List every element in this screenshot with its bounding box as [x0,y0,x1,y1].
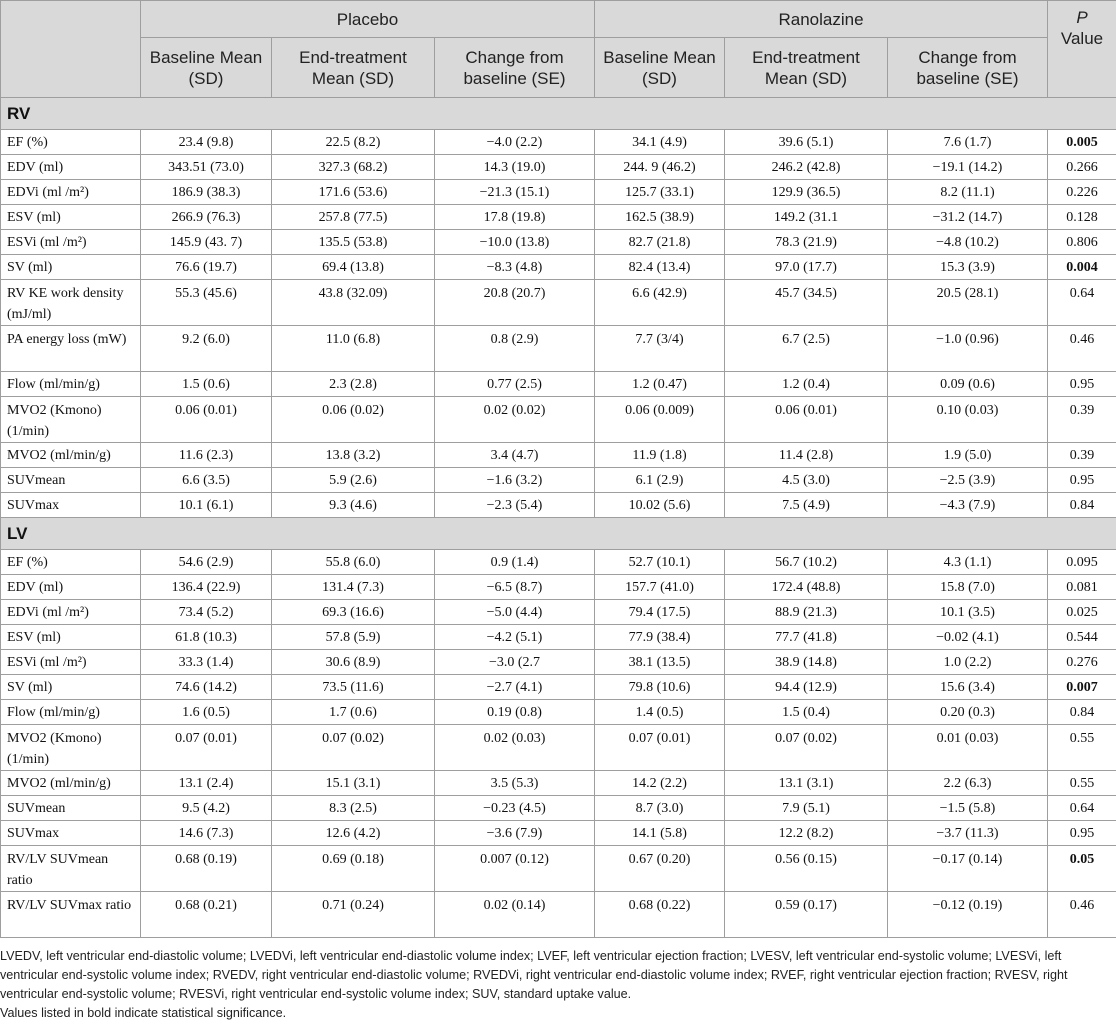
row-label: ESVi (ml /m²) [1,650,141,675]
p-value-cell: 0.226 [1048,180,1116,205]
placebo-baseline-cell: 1.6 (0.5) [141,700,272,725]
placebo-change-cell: −10.0 (13.8) [435,230,595,255]
ranolazine-baseline-cell: 82.4 (13.4) [595,255,725,280]
ranolazine-end-treatment-cell: 1.2 (0.4) [725,372,888,397]
placebo-baseline-cell: 343.51 (73.0) [141,155,272,180]
placebo-change-cell: −1.6 (3.2) [435,468,595,493]
ranolazine-baseline-cell: 79.8 (10.6) [595,675,725,700]
ranolazine-change-cell: 0.10 (0.03) [888,397,1048,443]
placebo-baseline-cell: 1.5 (0.6) [141,372,272,397]
ranolazine-change-cell: −1.0 (0.96) [888,326,1048,372]
ranolazine-baseline-cell: 6.1 (2.9) [595,468,725,493]
p-value-cell: 0.55 [1048,725,1116,771]
ranolazine-end-treatment-cell: 1.5 (0.4) [725,700,888,725]
placebo-change-cell: −21.3 (15.1) [435,180,595,205]
ranolazine-change-cell: 2.2 (6.3) [888,771,1048,796]
placebo-end-treatment-cell: 257.8 (77.5) [272,205,435,230]
p-value-cell: 0.64 [1048,280,1116,326]
row-label: MVO2 (Kmono) (1/min) [1,397,141,443]
p-value-header-italic: P [1076,8,1088,27]
p-value-cell: 0.95 [1048,372,1116,397]
ranolazine-baseline-cell: 0.67 (0.20) [595,846,725,892]
placebo-baseline-cell: 0.06 (0.01) [141,397,272,443]
placebo-baseline-cell: 266.9 (76.3) [141,205,272,230]
p-value-cell: 0.95 [1048,821,1116,846]
ranolazine-baseline-cell: 34.1 (4.9) [595,130,725,155]
placebo-baseline-cell: 14.6 (7.3) [141,821,272,846]
table-row [1,493,1116,518]
table-row [1,255,1116,280]
placebo-baseline-cell: 11.6 (2.3) [141,443,272,468]
row-label: ESV (ml) [1,625,141,650]
ranolazine-end-treatment-cell: 77.7 (41.8) [725,625,888,650]
table-row [1,205,1116,230]
p-value-cell: 0.55 [1048,771,1116,796]
p-value-cell: 0.005 [1048,130,1116,155]
placebo-end-treatment-header: End-treatment Mean (SD) [272,38,435,98]
ranolazine-change-cell: −31.2 (14.7) [888,205,1048,230]
ranolazine-change-cell: −2.5 (3.9) [888,468,1048,493]
table-row [1,625,1116,650]
p-value-header-rest: Value [1060,29,1104,48]
p-value-cell: 0.128 [1048,205,1116,230]
ranolazine-end-treatment-cell: 45.7 (34.5) [725,280,888,326]
ranolazine-end-treatment-cell: 4.5 (3.0) [725,468,888,493]
row-label: RV KE work density (mJ/ml) [1,280,141,326]
placebo-end-treatment-cell: 171.6 (53.6) [272,180,435,205]
placebo-end-treatment-cell: 55.8 (6.0) [272,550,435,575]
table-row [1,725,1116,771]
ranolazine-change-cell: 0.20 (0.3) [888,700,1048,725]
placebo-change-cell: 17.8 (19.8) [435,205,595,230]
placebo-end-treatment-cell: 0.71 (0.24) [272,892,435,938]
row-label: SUVmean [1,796,141,821]
placebo-change-cell: 20.8 (20.7) [435,280,595,326]
table-row [1,230,1116,255]
p-value-header [1048,1,1116,98]
placebo-end-treatment-cell: 30.6 (8.9) [272,650,435,675]
row-label: SV (ml) [1,675,141,700]
ranolazine-baseline-cell: 1.2 (0.47) [595,372,725,397]
placebo-end-treatment-cell: 12.6 (4.2) [272,821,435,846]
placebo-baseline-cell: 9.2 (6.0) [141,326,272,372]
table-row [1,675,1116,700]
section-title: LV [1,518,1116,550]
row-label: Flow (ml/min/g) [1,372,141,397]
ranolazine-baseline-cell: 1.4 (0.5) [595,700,725,725]
row-label: MVO2 (Kmono) (1/min) [1,725,141,771]
ranolazine-end-treatment-cell: 0.07 (0.02) [725,725,888,771]
row-label: EDVi (ml /m²) [1,180,141,205]
table-row [1,443,1116,468]
placebo-baseline-cell: 61.8 (10.3) [141,625,272,650]
placebo-end-treatment-cell: 43.8 (32.09) [272,280,435,326]
ranolazine-change-header: Change from baseline (SE) [888,38,1048,98]
ranolazine-end-treatment-cell: 78.3 (21.9) [725,230,888,255]
p-value-cell: 0.84 [1048,700,1116,725]
placebo-baseline-cell: 74.6 (14.2) [141,675,272,700]
table-row [1,130,1116,155]
placebo-baseline-cell: 10.1 (6.1) [141,493,272,518]
row-label: Flow (ml/min/g) [1,700,141,725]
placebo-end-treatment-cell: 11.0 (6.8) [272,326,435,372]
ranolazine-change-cell: 15.8 (7.0) [888,575,1048,600]
p-value-cell: 0.46 [1048,326,1116,372]
placebo-baseline-cell: 0.68 (0.21) [141,892,272,938]
ranolazine-change-cell: −0.12 (0.19) [888,892,1048,938]
row-label: MVO2 (ml/min/g) [1,443,141,468]
row-label: PA energy loss (mW) [1,326,141,372]
table-row [1,650,1116,675]
abbreviations-note: LVEDV, left ventricular end-diastolic volume; LVEDVi, left ventricular end-diastolic volume index; LVEF, left ventricular ejection fraction; LVESV, left ventricular end-systolic volume; LVESVi, left ventricular end-systolic volume index; RVEDV, right ventricular end-diastolic volume; RVEDVi, right ventricular end-diastolic volume index; RVEF, right ventricular ejection fraction; RVESV, right ventricular end-systolic volume; RVESVi, right ventricular end-systolic volume index; SUV, standard uptake value. [0,949,1068,1001]
p-value-cell: 0.806 [1048,230,1116,255]
placebo-baseline-cell: 23.4 (9.8) [141,130,272,155]
ranolazine-end-treatment-cell: 11.4 (2.8) [725,443,888,468]
row-label: SUVmean [1,468,141,493]
ranolazine-change-cell: −4.8 (10.2) [888,230,1048,255]
placebo-baseline-header: Baseline Mean (SD) [141,38,272,98]
ranolazine-change-cell: −0.17 (0.14) [888,846,1048,892]
ranolazine-change-cell: 15.6 (3.4) [888,675,1048,700]
p-value-cell: 0.266 [1048,155,1116,180]
p-value-cell: 0.39 [1048,443,1116,468]
row-label: EDV (ml) [1,155,141,180]
ranolazine-change-cell: 1.0 (2.2) [888,650,1048,675]
placebo-end-treatment-cell: 0.07 (0.02) [272,725,435,771]
row-label: SUVmax [1,821,141,846]
ranolazine-end-treatment-cell: 88.9 (21.3) [725,600,888,625]
table-row [1,892,1116,938]
ranolazine-group-header: Ranolazine [595,1,1048,38]
placebo-change-cell: −4.0 (2.2) [435,130,595,155]
ranolazine-baseline-cell: 38.1 (13.5) [595,650,725,675]
placebo-end-treatment-cell: 1.7 (0.6) [272,700,435,725]
row-label: ESV (ml) [1,205,141,230]
table-row [1,600,1116,625]
ranolazine-baseline-cell: 77.9 (38.4) [595,625,725,650]
section-row-lv [1,518,1116,550]
p-value-cell: 0.95 [1048,468,1116,493]
placebo-change-cell: 0.02 (0.02) [435,397,595,443]
ranolazine-end-treatment-cell: 94.4 (12.9) [725,675,888,700]
table-row [1,180,1116,205]
placebo-end-treatment-cell: 57.8 (5.9) [272,625,435,650]
ranolazine-end-treatment-cell: 0.56 (0.15) [725,846,888,892]
ranolazine-end-treatment-cell: 56.7 (10.2) [725,550,888,575]
ranolazine-change-cell: −4.3 (7.9) [888,493,1048,518]
row-label: EF (%) [1,130,141,155]
placebo-baseline-cell: 54.6 (2.9) [141,550,272,575]
ranolazine-baseline-cell: 244. 9 (46.2) [595,155,725,180]
ranolazine-end-treatment-cell: 6.7 (2.5) [725,326,888,372]
table-row [1,575,1116,600]
placebo-change-cell: 14.3 (19.0) [435,155,595,180]
ranolazine-end-treatment-cell: 39.6 (5.1) [725,130,888,155]
row-label: EDVi (ml /m²) [1,600,141,625]
placebo-change-cell: −8.3 (4.8) [435,255,595,280]
placebo-baseline-cell: 13.1 (2.4) [141,771,272,796]
ranolazine-baseline-cell: 82.7 (21.8) [595,230,725,255]
placebo-end-treatment-cell: 327.3 (68.2) [272,155,435,180]
table-row [1,155,1116,180]
ranolazine-end-treatment-cell: 0.59 (0.17) [725,892,888,938]
table-row [1,796,1116,821]
placebo-baseline-cell: 76.6 (19.7) [141,255,272,280]
row-label: RV/LV SUVmax ratio [1,892,141,938]
ranolazine-baseline-cell: 7.7 (3/4) [595,326,725,372]
ranolazine-change-cell: −3.7 (11.3) [888,821,1048,846]
placebo-end-treatment-cell: 15.1 (3.1) [272,771,435,796]
ranolazine-change-cell: 15.3 (3.9) [888,255,1048,280]
ranolazine-change-cell: 20.5 (28.1) [888,280,1048,326]
placebo-change-header: Change from baseline (SE) [435,38,595,98]
placebo-end-treatment-cell: 2.3 (2.8) [272,372,435,397]
placebo-change-cell: −4.2 (5.1) [435,625,595,650]
placebo-change-cell: 0.19 (0.8) [435,700,595,725]
placebo-change-cell: 0.77 (2.5) [435,372,595,397]
ranolazine-end-treatment-cell: 246.2 (42.8) [725,155,888,180]
table-row [1,326,1116,372]
ranolazine-end-treatment-header: End-treatment Mean (SD) [725,38,888,98]
placebo-change-cell: −2.7 (4.1) [435,675,595,700]
p-value-cell: 0.276 [1048,650,1116,675]
p-value-cell: 0.05 [1048,846,1116,892]
ranolazine-end-treatment-cell: 0.06 (0.01) [725,397,888,443]
placebo-end-treatment-cell: 0.69 (0.18) [272,846,435,892]
placebo-change-cell: −6.5 (8.7) [435,575,595,600]
p-value-cell: 0.007 [1048,675,1116,700]
placebo-change-cell: −3.0 (2.7 [435,650,595,675]
placebo-end-treatment-cell: 8.3 (2.5) [272,796,435,821]
placebo-end-treatment-cell: 5.9 (2.6) [272,468,435,493]
table-row [1,771,1116,796]
table-footnote [0,947,1110,1023]
table-body [1,98,1116,938]
table-header [1,1,1116,98]
ranolazine-baseline-cell: 52.7 (10.1) [595,550,725,575]
placebo-baseline-cell: 145.9 (43. 7) [141,230,272,255]
p-value-cell: 0.095 [1048,550,1116,575]
table-row [1,468,1116,493]
ranolazine-end-treatment-cell: 7.5 (4.9) [725,493,888,518]
ranolazine-baseline-cell: 6.6 (42.9) [595,280,725,326]
ranolazine-baseline-cell: 0.68 (0.22) [595,892,725,938]
placebo-change-cell: 0.9 (1.4) [435,550,595,575]
ranolazine-change-cell: 7.6 (1.7) [888,130,1048,155]
ranolazine-end-treatment-cell: 172.4 (48.8) [725,575,888,600]
placebo-baseline-cell: 55.3 (45.6) [141,280,272,326]
placebo-change-cell: −0.23 (4.5) [435,796,595,821]
placebo-end-treatment-cell: 69.4 (13.8) [272,255,435,280]
row-label: MVO2 (ml/min/g) [1,771,141,796]
placebo-change-cell: 0.02 (0.14) [435,892,595,938]
placebo-baseline-cell: 0.68 (0.19) [141,846,272,892]
table-row [1,846,1116,892]
ranolazine-end-treatment-cell: 129.9 (36.5) [725,180,888,205]
placebo-change-cell: −5.0 (4.4) [435,600,595,625]
ranolazine-baseline-header: Baseline Mean (SD) [595,38,725,98]
ranolazine-change-cell: −19.1 (14.2) [888,155,1048,180]
placebo-change-cell: 0.8 (2.9) [435,326,595,372]
placebo-change-cell: 0.007 (0.12) [435,846,595,892]
ranolazine-change-cell: 1.9 (5.0) [888,443,1048,468]
ranolazine-baseline-cell: 125.7 (33.1) [595,180,725,205]
ranolazine-change-cell: 0.01 (0.03) [888,725,1048,771]
p-value-cell: 0.84 [1048,493,1116,518]
placebo-baseline-cell: 33.3 (1.4) [141,650,272,675]
ranolazine-baseline-cell: 0.06 (0.009) [595,397,725,443]
ranolazine-baseline-cell: 0.07 (0.01) [595,725,725,771]
table-row [1,280,1116,326]
ranolazine-change-cell: −1.5 (5.8) [888,796,1048,821]
placebo-baseline-cell: 136.4 (22.9) [141,575,272,600]
placebo-baseline-cell: 73.4 (5.2) [141,600,272,625]
placebo-end-treatment-cell: 135.5 (53.8) [272,230,435,255]
p-value-cell: 0.64 [1048,796,1116,821]
p-value-cell: 0.081 [1048,575,1116,600]
ranolazine-end-treatment-cell: 38.9 (14.8) [725,650,888,675]
row-label: SUVmax [1,493,141,518]
section-title: RV [1,98,1116,130]
ranolazine-baseline-cell: 11.9 (1.8) [595,443,725,468]
row-label: SV (ml) [1,255,141,280]
ranolazine-change-cell: 0.09 (0.6) [888,372,1048,397]
p-value-cell: 0.544 [1048,625,1116,650]
row-label: ESVi (ml /m²) [1,230,141,255]
placebo-baseline-cell: 0.07 (0.01) [141,725,272,771]
table-row [1,821,1116,846]
ranolazine-change-cell: 10.1 (3.5) [888,600,1048,625]
placebo-change-cell: −2.3 (5.4) [435,493,595,518]
row-label: EDV (ml) [1,575,141,600]
p-value-cell: 0.004 [1048,255,1116,280]
placebo-end-treatment-cell: 22.5 (8.2) [272,130,435,155]
table-row [1,700,1116,725]
placebo-end-treatment-cell: 9.3 (4.6) [272,493,435,518]
placebo-change-cell: 3.4 (4.7) [435,443,595,468]
placebo-end-treatment-cell: 13.8 (3.2) [272,443,435,468]
p-value-cell: 0.39 [1048,397,1116,443]
ranolazine-baseline-cell: 79.4 (17.5) [595,600,725,625]
placebo-end-treatment-cell: 131.4 (7.3) [272,575,435,600]
placebo-end-treatment-cell: 0.06 (0.02) [272,397,435,443]
ranolazine-baseline-cell: 14.2 (2.2) [595,771,725,796]
ranolazine-change-cell: 8.2 (11.1) [888,180,1048,205]
table-row [1,550,1116,575]
row-label-header [1,1,141,98]
ranolazine-change-cell: 4.3 (1.1) [888,550,1048,575]
placebo-change-cell: −3.6 (7.9) [435,821,595,846]
placebo-baseline-cell: 9.5 (4.2) [141,796,272,821]
placebo-change-cell: 0.02 (0.03) [435,725,595,771]
table-row [1,372,1116,397]
section-row-rv [1,98,1116,130]
p-value-cell: 0.46 [1048,892,1116,938]
placebo-baseline-cell: 186.9 (38.3) [141,180,272,205]
row-label: EF (%) [1,550,141,575]
ranolazine-end-treatment-cell: 7.9 (5.1) [725,796,888,821]
placebo-end-treatment-cell: 69.3 (16.6) [272,600,435,625]
placebo-change-cell: 3.5 (5.3) [435,771,595,796]
placebo-group-header: Placebo [141,1,595,38]
bold-significance-note: Values listed in bold indicate statistical significance. [0,1006,287,1020]
placebo-baseline-cell: 6.6 (3.5) [141,468,272,493]
placebo-end-treatment-cell: 73.5 (11.6) [272,675,435,700]
row-label: RV/LV SUVmean ratio [1,846,141,892]
ranolazine-baseline-cell: 8.7 (3.0) [595,796,725,821]
ranolazine-baseline-cell: 162.5 (38.9) [595,205,725,230]
ranolazine-baseline-cell: 10.02 (5.6) [595,493,725,518]
ranolazine-baseline-cell: 157.7 (41.0) [595,575,725,600]
ranolazine-end-treatment-cell: 97.0 (17.7) [725,255,888,280]
ranolazine-end-treatment-cell: 12.2 (8.2) [725,821,888,846]
p-value-cell: 0.025 [1048,600,1116,625]
ranolazine-baseline-cell: 14.1 (5.8) [595,821,725,846]
ranolazine-end-treatment-cell: 13.1 (3.1) [725,771,888,796]
ranolazine-end-treatment-cell: 149.2 (31.1 [725,205,888,230]
table-row [1,397,1116,443]
ranolazine-change-cell: −0.02 (4.1) [888,625,1048,650]
